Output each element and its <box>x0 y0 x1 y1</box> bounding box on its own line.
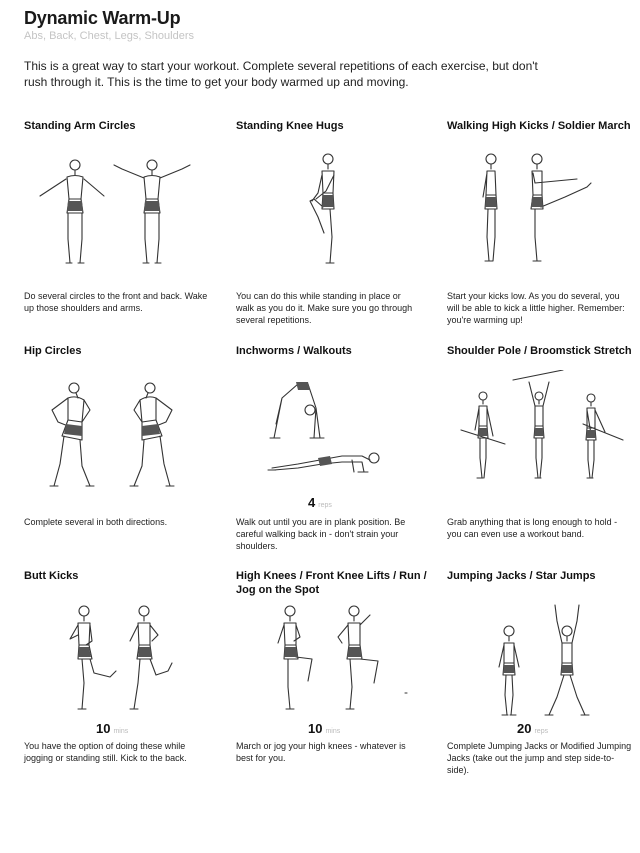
exercise-title: Butt Kicks <box>24 570 79 582</box>
exercise-title: Inchworms / Walkouts <box>236 345 352 357</box>
exercise-description: Complete Jumping Jacks or Modified Jumping Jacks (take out the jump and step side-to-side). <box>447 741 632 775</box>
reps-unit: mins <box>325 728 341 735</box>
exercise-card-knee-hugs <box>236 119 426 325</box>
reps-counter <box>517 721 548 736</box>
reps-value: 20 <box>517 721 532 736</box>
exercise-description: Grab anything that is long enough to hold - you can even use a workout band. <box>447 517 618 539</box>
exercise-card-jumping-jacks <box>447 569 637 775</box>
exercise-description: Complete several in both directions. <box>24 517 168 527</box>
exercise-title: Standing Knee Hugs <box>236 120 344 132</box>
exercise-description: You have the option of doing these while jogging or standing still. Kick to the back. <box>24 741 187 763</box>
exercise-title: Shoulder Pole / Broomstick Stretch <box>447 345 632 357</box>
exercise-title: Standing Arm Circles <box>24 120 136 132</box>
reps-counter <box>96 721 128 736</box>
exercise-description: March or jog your high knees - whatever is best for you. <box>236 741 406 763</box>
butt-kick-figure-icon <box>60 601 190 721</box>
exercise-title: Hip Circles <box>24 345 82 357</box>
reps-unit: reps <box>534 728 549 735</box>
exercise-card-hip-circles <box>24 344 214 527</box>
knee-hug-figure-icon <box>296 151 366 271</box>
reps-unit: reps <box>318 502 332 509</box>
jumping-jack-figure-icon <box>487 601 607 721</box>
exercise-card-high-kicks <box>447 119 637 325</box>
exercise-card-high-knees <box>236 569 427 763</box>
exercise-description: Walk out until you are in plank position. Be careful walking back in - don't strain your shoulders. <box>236 517 406 551</box>
exercise-description: Do several circles to the front and back. Wake up those shoulders and arms. <box>24 291 208 313</box>
reps-counter <box>308 495 332 510</box>
reps-value: 10 <box>308 721 323 736</box>
exercise-card-inchworms <box>236 344 426 551</box>
page-subtitle: Abs, Back, Chest, Legs, Shoulders <box>24 30 194 42</box>
reps-counter <box>308 721 340 736</box>
reps-value: 10 <box>96 721 111 736</box>
exercise-card-shoulder-pole <box>447 344 637 539</box>
exercise-card-arm-circles <box>24 119 214 313</box>
page-title: Dynamic Warm-Up <box>24 8 181 28</box>
inchworm-figure-icon <box>258 374 408 484</box>
exercise-description: You can do this while standing in place or walk as you do it. Make sure you go through several repetitions. <box>236 291 413 325</box>
exercise-title: High Knees / Front Knee Lifts / Run / Jog on the Spot <box>236 570 427 596</box>
shoulder-pole-figure-icon <box>455 370 625 482</box>
exercise-title: Jumping Jacks / Star Jumps <box>447 570 596 582</box>
reps-unit: mins <box>113 728 129 735</box>
exercise-card-butt-kicks <box>24 569 214 763</box>
exercise-description: Start your kicks low. As you do several, you will be able to kick a little higher. Remember: you're warming up! <box>447 291 625 325</box>
high-kick-figure-icon <box>467 151 617 271</box>
arm-circles-figure-icon <box>30 151 200 271</box>
high-knees-figure-icon <box>270 601 420 721</box>
intro-paragraph: This is a great way to start your workout. Complete several repetitions of each exercise, but don't rush through it. This is the time to get your body warmed up and moving. <box>24 59 538 89</box>
reps-value: 4 <box>308 495 316 510</box>
exercise-title: Walking High Kicks / Soldier March <box>447 120 631 132</box>
hip-circles-figure-icon <box>38 374 198 494</box>
